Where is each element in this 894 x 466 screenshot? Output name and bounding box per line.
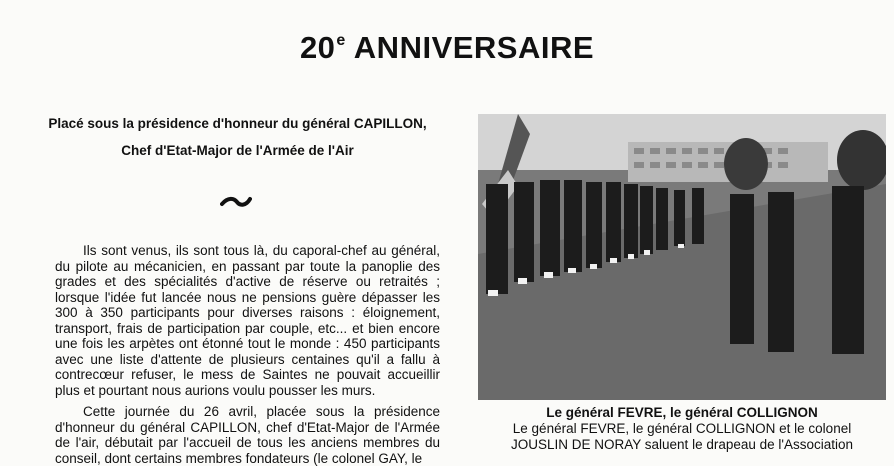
tilde-ornament (220, 196, 252, 208)
patronage-title-line: Chef d'Etat-Major de l'Armée de l'Air (121, 143, 354, 158)
patronage-line: Placé sous la présidence d'honneur du général CAPILLON, (48, 116, 427, 131)
photo-caption-line-1: Le général FEVRE, le général COLLIGNON et le colonel (512, 421, 852, 436)
article-paragraph-2: Cette journée du 26 avril, placée sous la présidence d'honneur du général CAPILLON, chef d'Etat-Major de l'Armée de l'air, débutait par l'accueil de tous les anciens membres du conseil, dont certains membres fondateurs (le colonel GAY, le (55, 404, 440, 466)
page-title: 20e ANNIVERSAIRE (299, 30, 595, 65)
article-paragraph-1: Ils sont venus, ils sont tous là, du caporal-chef au général, du pilote au mécanicien, en passant par toute la panoplie des grades et des spécialités d'active de réserve ou retraités ; lorsque l'idée fut lancée nous ne pensions guère dépasser les 300 à 350 participants pour diverses raisons : éloignement, transport, frais de participation par couple, etc... et bien encore une fois les arpètes ont étonné tout le monde : 450 participants avec une liste d'attente de plusieurs centaines qu'il a fallu à contrecœur refuser, le mess de Saintes ne pouvait accueillir plus et pourtant nous aurions voulu pousser les murs. (55, 243, 440, 398)
photo-caption-line-2: JOUSLIN DE NORAY saluent le drapeau de l'Association (511, 437, 853, 452)
photo-caption-title: Le général FEVRE, le général COLLIGNON (546, 405, 818, 420)
ceremony-photo (478, 114, 886, 400)
photo-caption (478, 421, 886, 453)
